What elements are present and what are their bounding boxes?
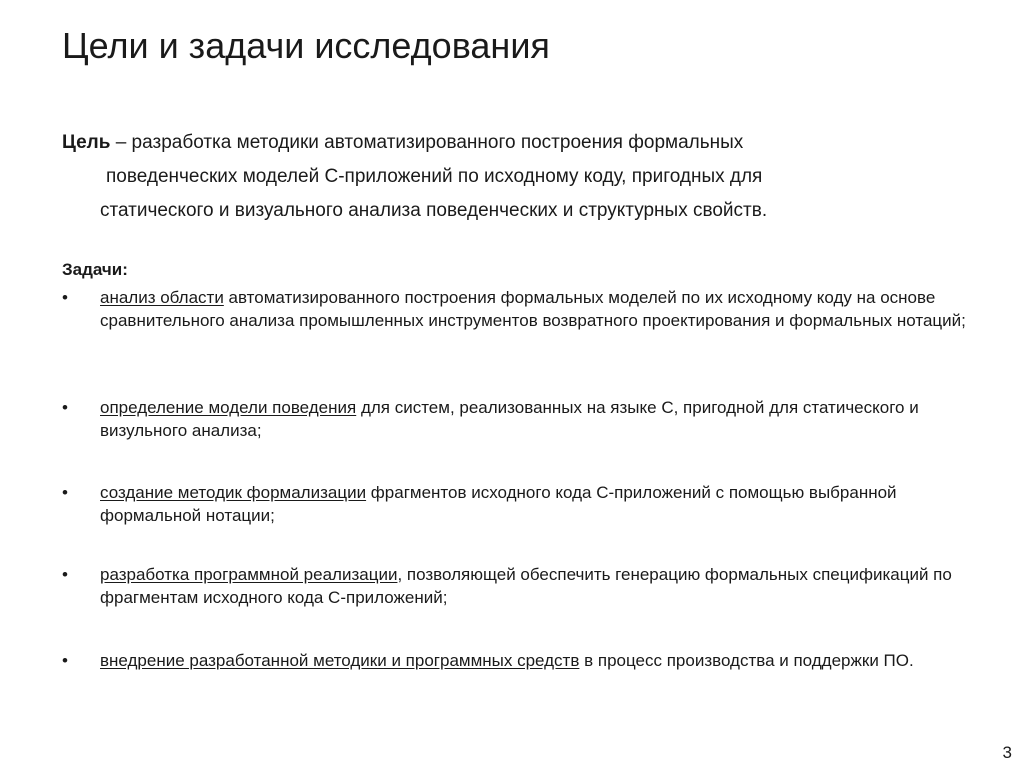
task-description: фрагментов исходного кода С-приложений с помощью выбранной формальной нотации; <box>100 483 897 525</box>
task-term: определение модели поведения <box>100 398 357 417</box>
goal-line-1 <box>62 126 942 160</box>
task-term: анализ области <box>100 288 224 307</box>
task-term: внедрение разработанной методики и программных средств <box>100 651 580 670</box>
goal-line-2: поведенческих моделей С-приложений по исходному коду, пригодных для <box>106 166 763 187</box>
task-term: создание методик формализации <box>100 483 367 502</box>
task-text <box>100 649 992 672</box>
task-text <box>100 286 992 332</box>
task-item-3 <box>62 481 992 527</box>
page-number: 3 <box>1002 743 1012 762</box>
task-term: разработка программной реализации <box>100 565 398 584</box>
bullet-icon: • <box>62 651 68 670</box>
task-description: для систем, реализованных на языке С, пригодной для статического и визульного анализа; <box>100 398 919 440</box>
bullet-icon: • <box>62 483 68 502</box>
task-description: автоматизированного построения формальных моделей по их исходному коду на основе сравнительного анализа промышленных инструментов возвратного проектирования и формальных нотаций; <box>100 288 966 330</box>
task-description: в процесс производства и поддержки ПО. <box>579 651 914 670</box>
goal-label: Цель <box>62 132 111 153</box>
goal-text-1: – разработка методики автоматизированного построения формальных <box>110 132 744 153</box>
task-text <box>100 396 992 442</box>
bullet-icon: • <box>62 288 68 307</box>
task-item-4 <box>62 563 992 609</box>
goal-line-3: статического и визуального анализа поведенческих и структурных свойств. <box>100 200 768 221</box>
task-item-1 <box>62 286 992 332</box>
task-description: , позволяющей обеспечить генерацию формальных спецификаций по фрагментам исходного кода С-приложений; <box>100 565 952 607</box>
task-item-5 <box>62 649 992 672</box>
task-text <box>100 563 992 609</box>
task-item-2 <box>62 396 992 442</box>
task-text <box>100 481 992 527</box>
bullet-icon: • <box>62 398 68 417</box>
goal-paragraph <box>62 126 942 228</box>
slide-title: Цели и задачи исследования <box>62 25 550 66</box>
tasks-heading: Задачи: <box>62 260 128 279</box>
bullet-icon: • <box>62 565 68 584</box>
